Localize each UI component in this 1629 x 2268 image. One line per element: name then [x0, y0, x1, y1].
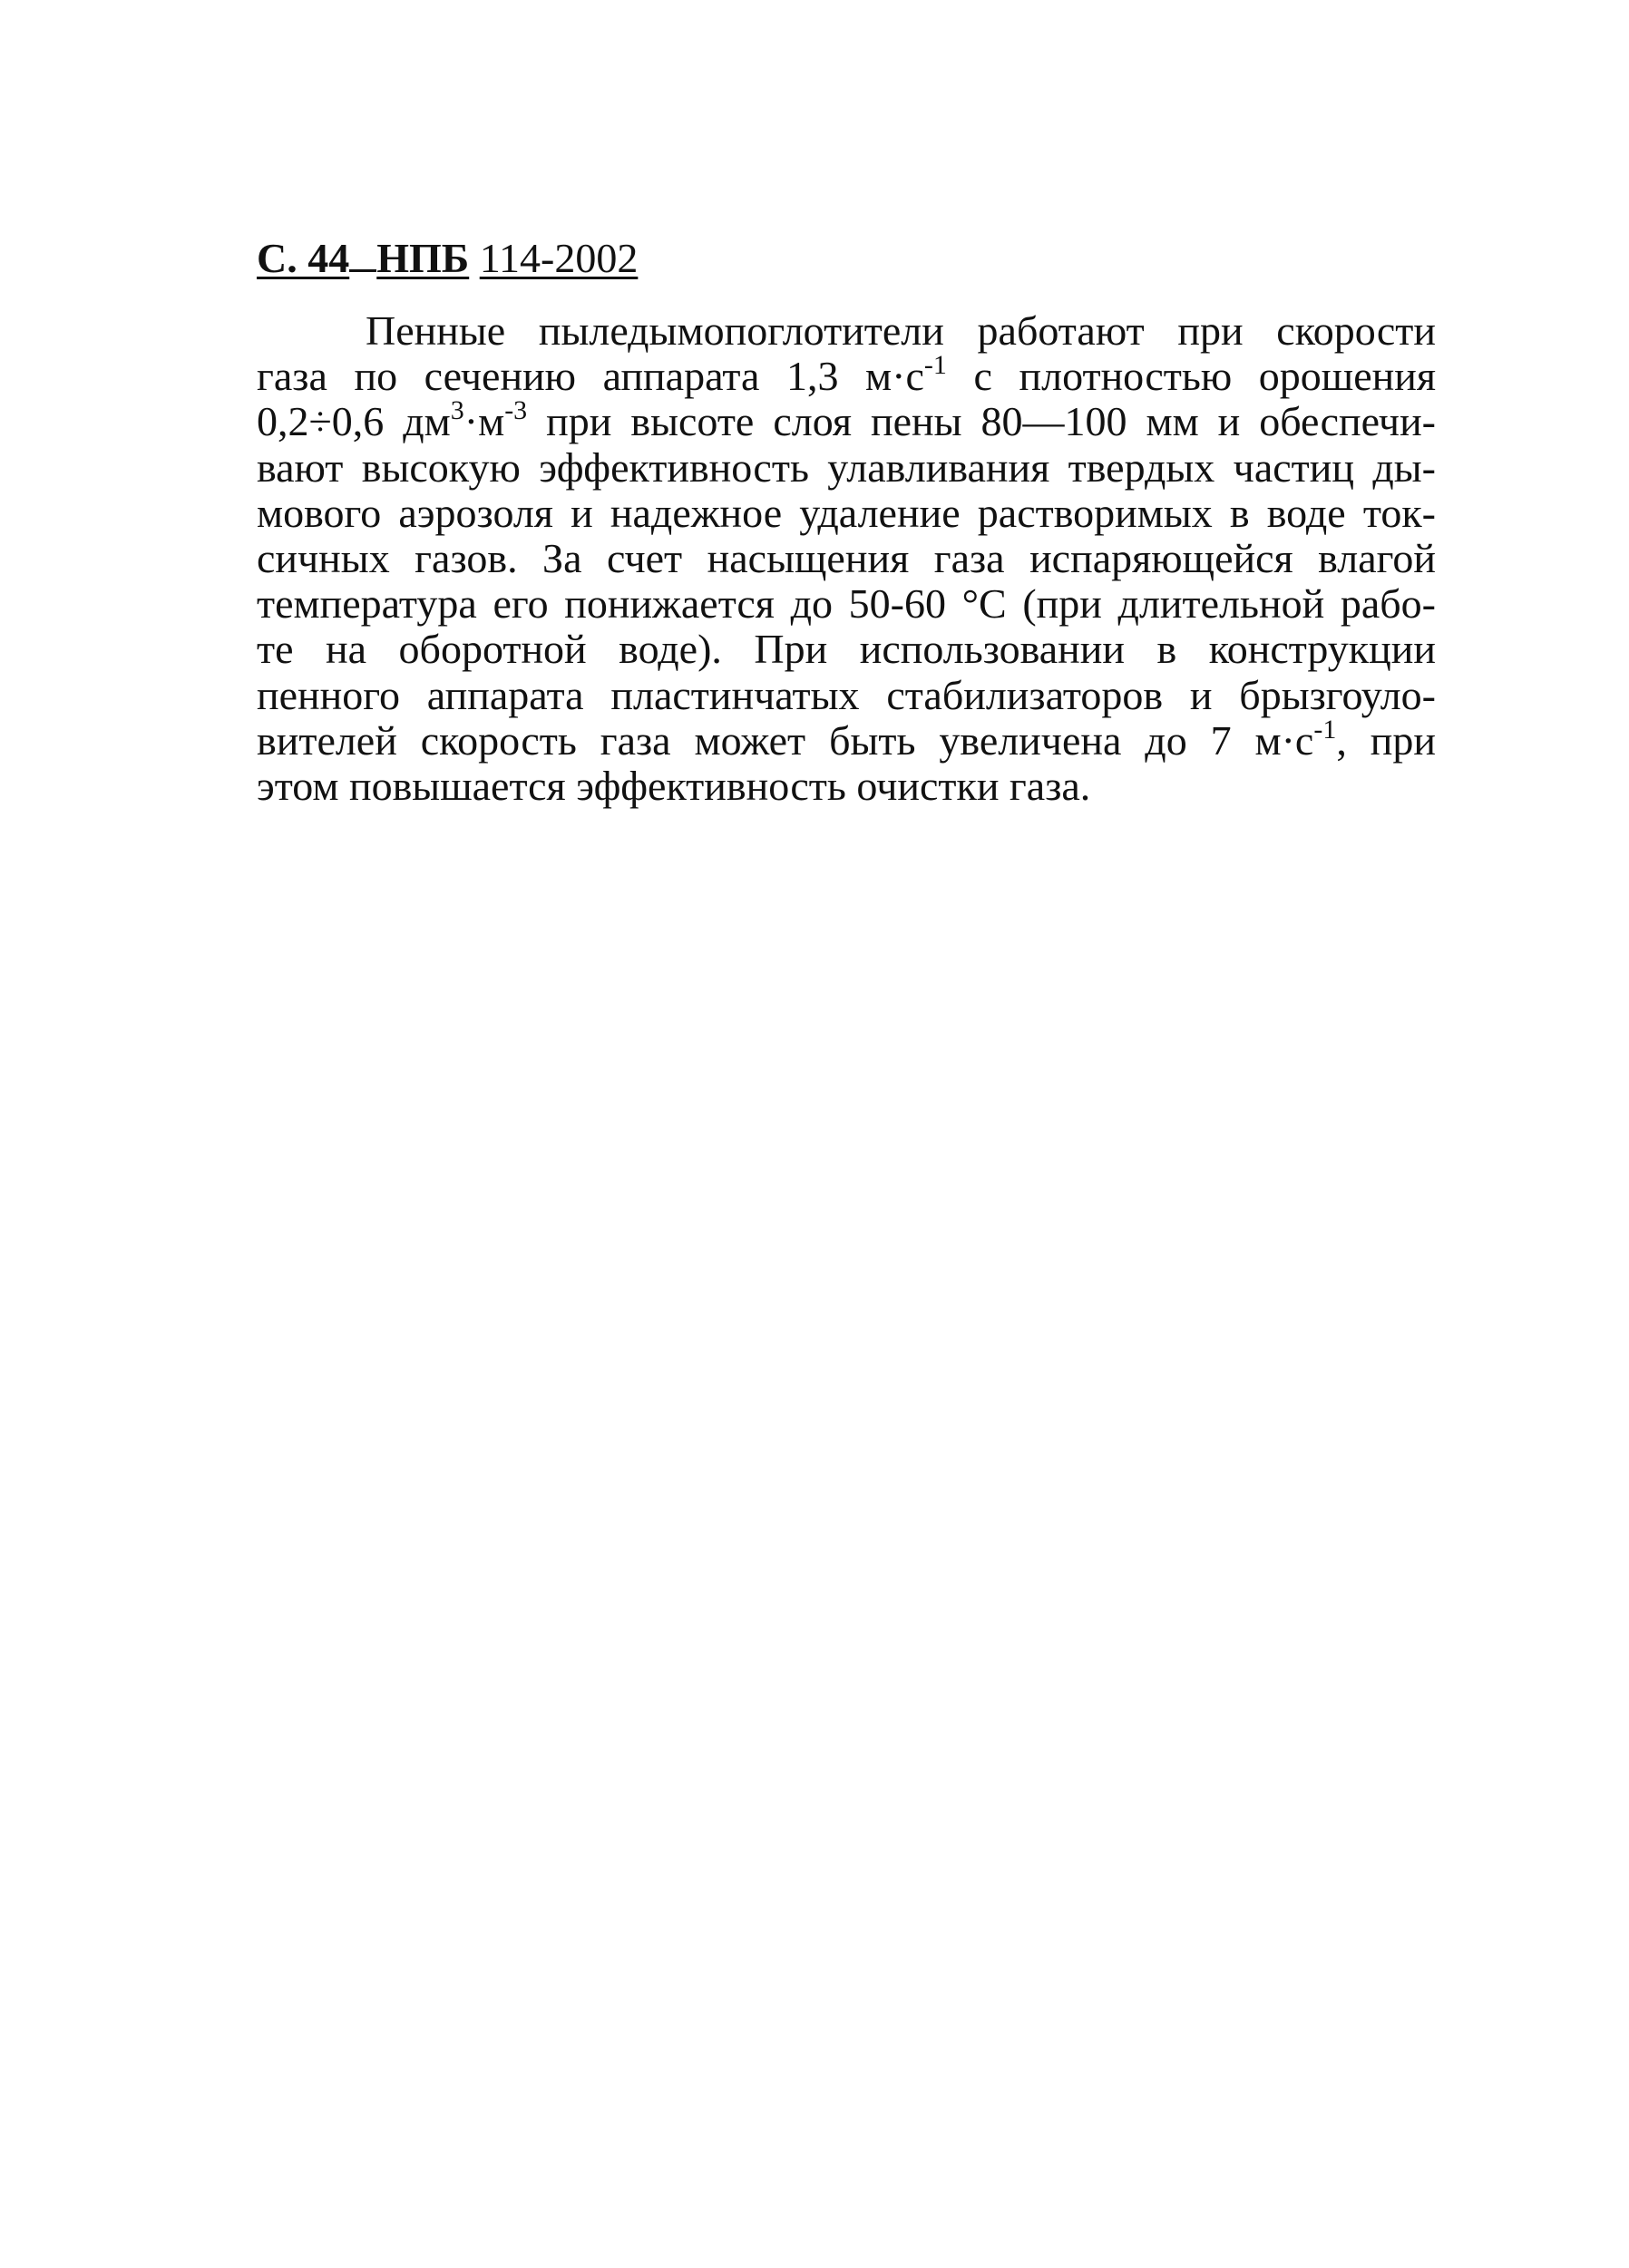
text-line-6: сичных газов. За счет насыщения газа испаряющейся влагой [257, 534, 1436, 581]
text-line-9: пенного аппарата пластинчатых стабилизаторов и брызгоуло- [257, 671, 1436, 718]
document-code: НПБ [376, 235, 470, 281]
superscript: -3 [504, 395, 528, 426]
superscript: -1 [923, 350, 947, 381]
page-number: С. 44 [257, 235, 350, 281]
page-header [257, 234, 638, 283]
text-line-3: 0,2÷0,6 $дм^3\cdot м^{-3}$ при высоте слоя пены 80—100 мм и обеспечи- [257, 395, 1437, 445]
text-line-2: газа по сечению аппарата 1,3 $м\cdot с^{-1}$ с плотностью орошения [257, 350, 1437, 400]
text-line-7: температура его понижается до 50-60 °С (при длительной рабо- [257, 580, 1436, 628]
document-number: 114-2002 [479, 235, 639, 281]
text-line-1: Пенные пыледымопоглотители работают при скорости [366, 307, 1436, 354]
superscript: -1 [1313, 714, 1337, 745]
header-underline-gap [349, 268, 376, 272]
text-line-11: этом повышается эффективность очистки газа. [257, 762, 1091, 809]
text-line-5: мового аэрозоля и надежное удаление растворимых в воде ток- [257, 489, 1436, 536]
text-line-8: те на оборотной воде). При использовании в конструкции [257, 626, 1436, 673]
superscript: 3 [450, 395, 464, 426]
text-line-4: вают высокую эффективность улавливания твердых частиц ды- [257, 443, 1436, 491]
body-paragraph [257, 308, 1436, 809]
text-line-10: вителей скорость газа может быть увеличена до 7 $м\cdot с^{-1}$, при [257, 714, 1436, 764]
